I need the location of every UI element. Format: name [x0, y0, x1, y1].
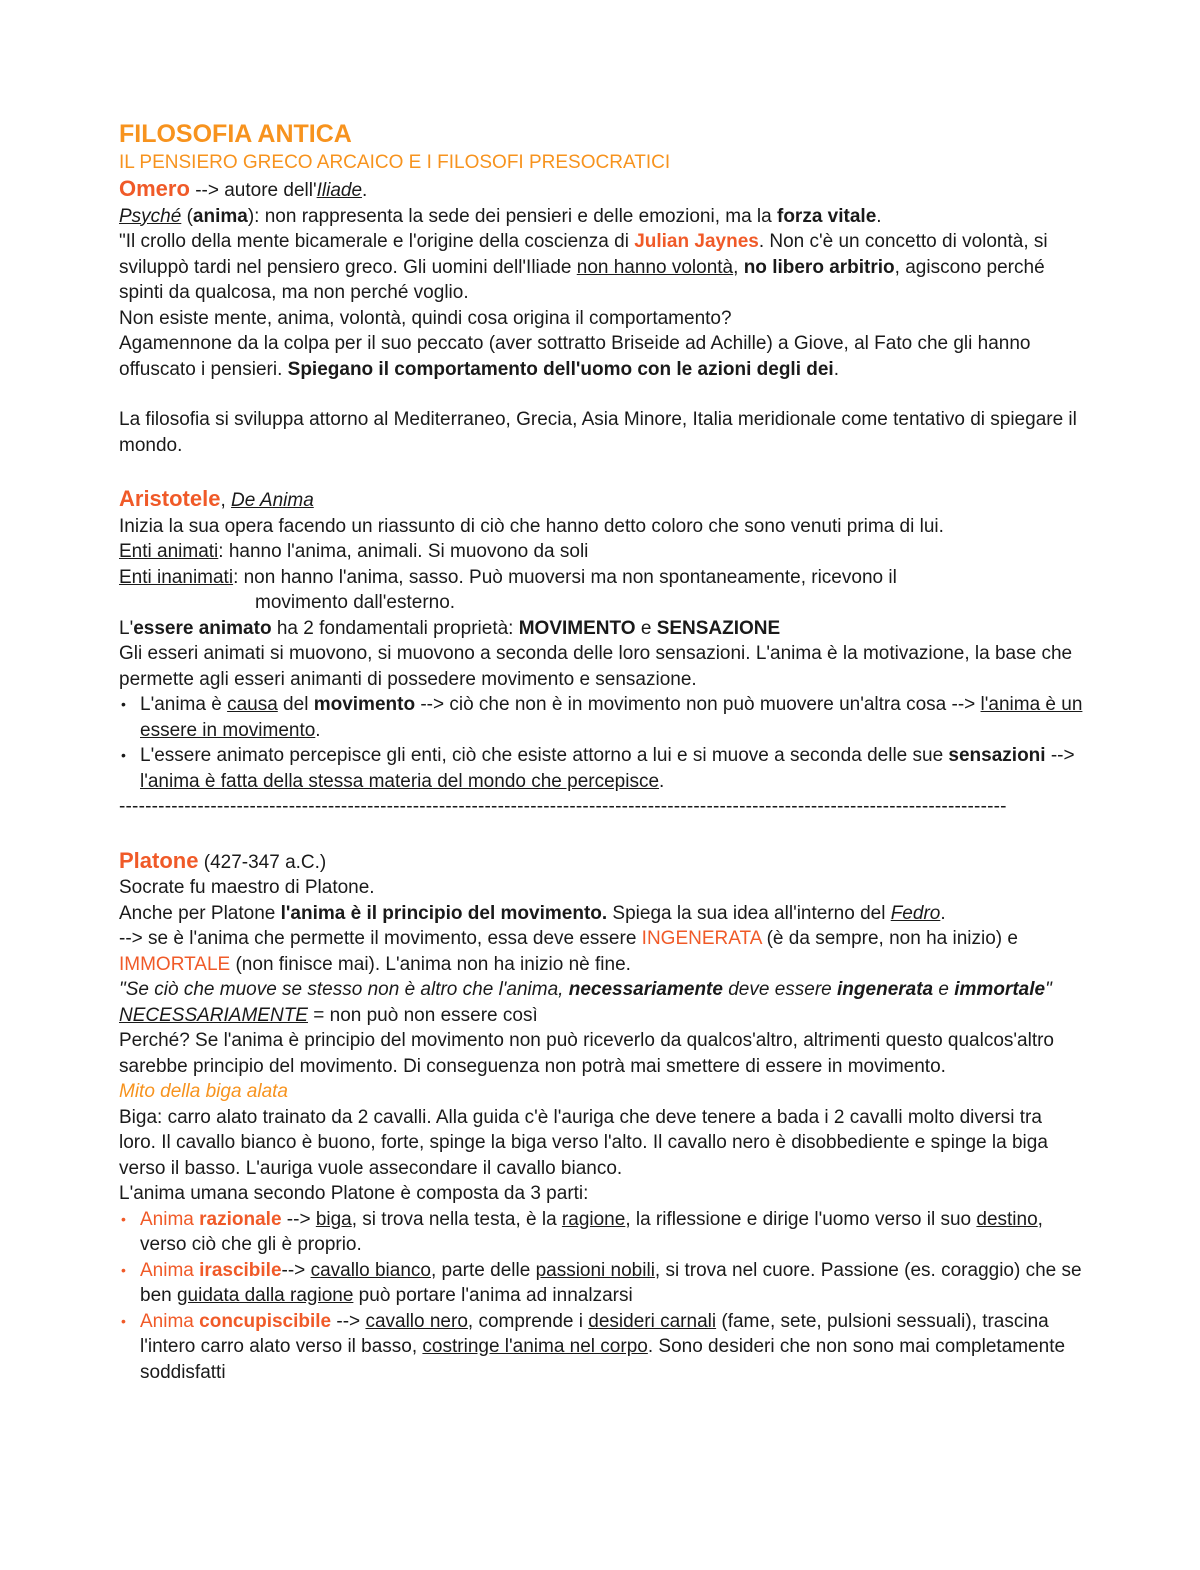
fedro-title: Fedro: [890, 902, 941, 924]
omero-heading-line: Omero --> autore dell'Iliade.: [119, 176, 368, 201]
document-body: [119, 118, 1084, 1385]
aristotele-heading: Aristotele: [119, 486, 221, 511]
aristotele-bullets: [119, 692, 1084, 794]
list-item: • Anima razionale --> biga, si trova nella testa, è la ragione, la riflessione e dirige l'uomo verso il suo destino, verso ciò che gli è proprio.: [119, 1207, 1084, 1258]
list-item: • Anima concupiscibile --> cavallo nero, comprende i desideri carnali (fame, sete, pulsioni sessuali), trascina l'intero carro alato verso il basso, costringe l'anima nel corpo. Sono desideri che non sono mai completamente soddisfatti: [119, 1309, 1084, 1386]
document-subtitle: IL PENSIERO GRECO ARCAICO E I FILOSOFI PRESOCRATICI: [119, 152, 671, 173]
platone-heading-line: Platone (427-347 a.C.): [119, 847, 327, 873]
agamennone-paragraph: Agamennone da la colpa per il suo peccato (aver sottratto Briseide ad Achille) a Giove, al Fato che gli hanno offuscato i pensieri. Spiegano il comportamento dell'uomo con le azioni degli dei.: [119, 333, 1031, 380]
enti-inanimati-cont: movimento dall'esterno.: [255, 592, 456, 613]
iliade-title: Iliade: [316, 180, 363, 201]
esseri-animati-paragraph: Gli esseri animati si muovono, si muovono a seconda delle loro sensazioni. L'anima è la motivazione, la base che permette agli esseri animanti di possedere movimento e sensazione.: [119, 643, 1073, 690]
mente-question: Non esiste mente, anima, volontà, quindi cosa origina il comportamento?: [119, 307, 732, 329]
section-divider: ----------------------------------------------------------------------------------------------------------------------------------------: [119, 796, 1007, 817]
socrate-line: Socrate fu maestro di Platone.: [119, 877, 375, 898]
omero-heading: Omero: [119, 176, 190, 201]
list-item: • Anima irascibile--> cavallo bianco, parte delle passioni nobili, si trova nel cuore. Passione (es. coraggio) che se ben guidata dalla ragione può portare l'anima ad innalzarsi: [119, 1258, 1084, 1309]
enti-animati-line: Enti animati: hanno l'anima, animali. Si muovono da soli: [119, 541, 589, 562]
tre-parti-line: L'anima umana secondo Platone è composta da 3 parti:: [119, 1183, 589, 1204]
filosofia-paragraph: La filosofia si sviluppa attorno al Mediterraneo, Grecia, Asia Minore, Italia meridionale come tentativo di spiegare il mondo.: [119, 409, 1077, 456]
jaynes-paragraph: "Il crollo della mente bicamerale e l'origine della coscienza di Julian Jaynes. Non c'è un concetto di volontà, si sviluppò tardi nel pensiero greco. Gli uomini dell'Iliade non hanno volontà, no libero arbitrio, agiscono perché spinti da qualcosa, ma non perché voglio.: [119, 231, 1048, 303]
proprieta-line: L'essere animato ha 2 fondamentali proprietà: MOVIMENTO e SENSAZIONE: [119, 617, 781, 639]
necessariamente-line: NECESSARIAMENTE = non può non essere così: [119, 1004, 538, 1026]
list-item: • L'anima è causa del movimento --> ciò che non è in movimento non può muovere un'altra cosa --> l'anima è un essere in movimento.: [119, 692, 1084, 743]
enti-inanimati-line: Enti inanimati: non hanno l'anima, sasso. Può muoversi ma non spontaneamente, ricevono il: [119, 566, 897, 588]
mito-heading: Mito della biga alata: [119, 1081, 288, 1102]
anima-parts-list: [119, 1207, 1084, 1386]
aristotele-intro: Inizia la sua opera facendo un riassunto di ciò che hanno detto coloro che sono venuti prima di lui.: [119, 515, 944, 537]
forza-vitale: forza vitale: [777, 205, 877, 227]
aristotele-heading-line: Aristotele, De Anima: [119, 486, 314, 511]
psyche-line: Psyché (anima): non rappresenta la sede dei pensieri e delle emozioni, ma la forza vitale.: [119, 205, 882, 227]
psyche-term: Psyché: [119, 205, 182, 227]
julian-jaynes: Julian Jaynes: [634, 231, 759, 252]
list-item: • L'essere animato percepisce gli enti, ciò che esiste attorno a lui e si muove a seconda delle sue sensazioni --> l'anima è fatta della stessa materia del mondo che percepisce.: [119, 743, 1084, 794]
platone-quote: "Se ciò che muove se stesso non è altro che l'anima, necessariamente deve essere ingenerata e immortale": [119, 979, 1052, 1000]
biga-paragraph: Biga: carro alato trainato da 2 cavalli. Alla guida c'è l'auriga che deve tenere a bada i 2 cavalli molto diversi tra loro. Il cavallo bianco è buono, forte, spinge la biga verso l'alto. Il cavallo nero è disobbediente e spinge la biga verso il basso. L'auriga vuole assecondare il cavallo bianco.: [119, 1106, 1048, 1179]
ingenerata-paragraph: --> se è l'anima che permette il movimento, essa deve essere INGENERATA (è da sempre, non ha inizio) e IMMORTALE (non finisce mai). L'anima non ha inizio nè fine.: [119, 928, 1018, 975]
document-title: FILOSOFIA ANTICA: [119, 120, 352, 148]
principio-line: Anche per Platone l'anima è il principio del movimento. Spiega la sua idea all'interno del Fedro.: [119, 902, 946, 924]
de-anima-title: De Anima: [231, 490, 314, 511]
perche-paragraph: Perché? Se l'anima è principio del movimento non può riceverlo da qualcos'altro, altrimenti questo qualcos'altro sarebbe principio del movimento. Di conseguenza non potrà mai smettere di essere in movimento.: [119, 1030, 1054, 1077]
platone-heading: Platone: [119, 847, 199, 873]
